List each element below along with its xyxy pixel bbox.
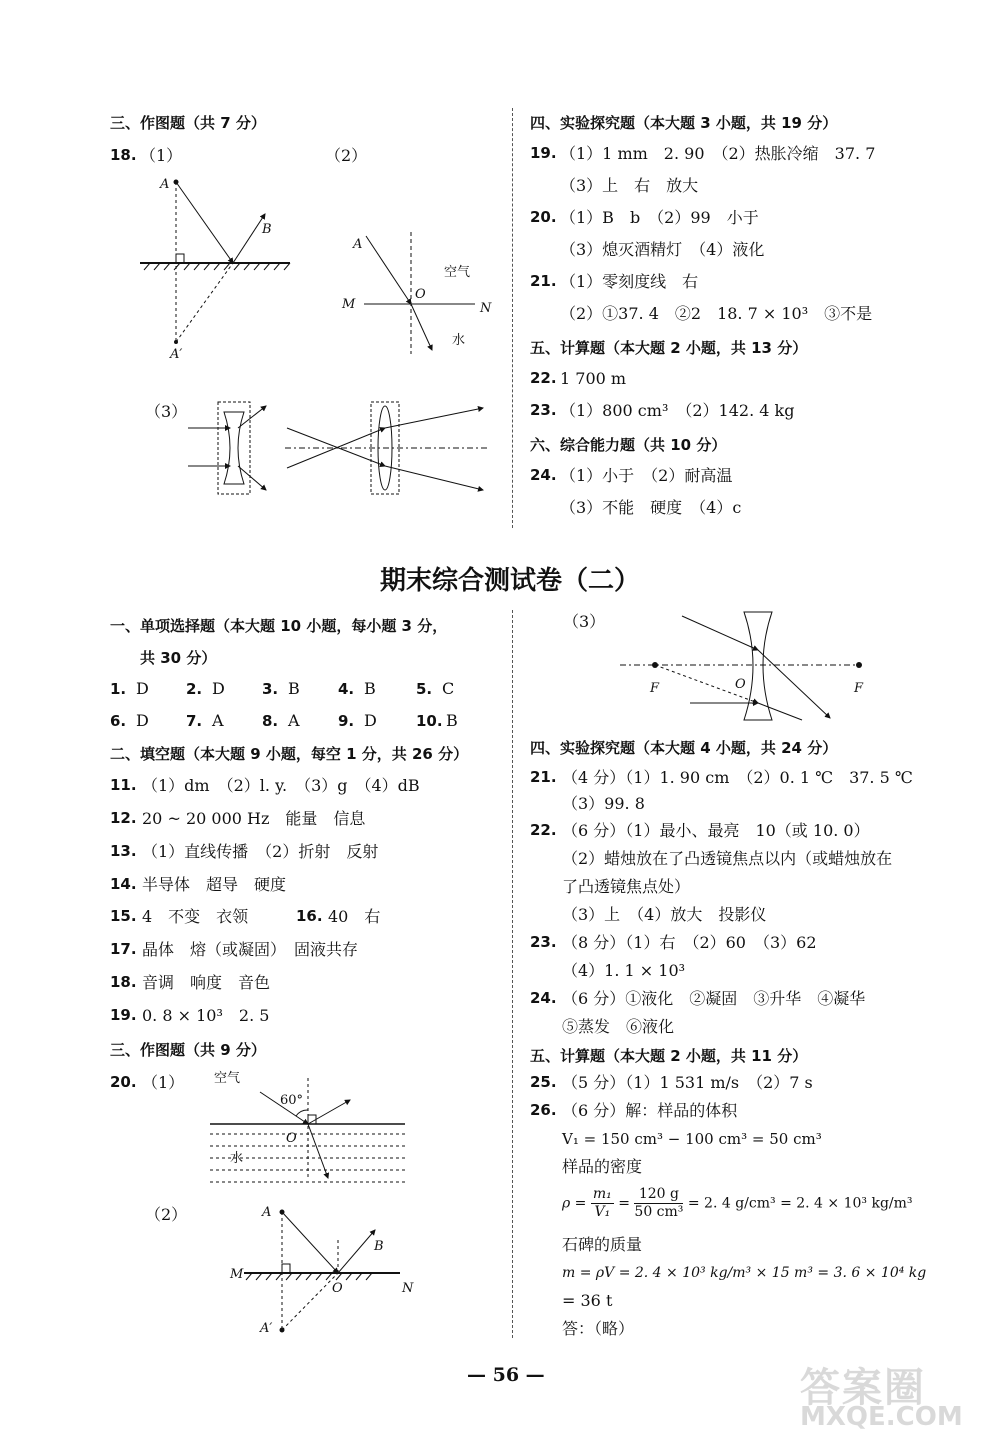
label-A-b: A — [262, 1205, 272, 1220]
mc-answer: B — [446, 711, 458, 730]
section-3-heading: 三、作图题（共 7 分） — [110, 114, 266, 132]
q21b-line1: （4 分）（1）1. 90 cm （2）0. 1 ℃ 37. 5 ℃ — [562, 768, 913, 787]
q20-number: 20. — [530, 208, 557, 226]
q24b-line1: （6 分）①液化 ②凝固 ③升华 ④凝华 — [562, 989, 866, 1008]
label-A-prime: A′ — [170, 347, 183, 362]
q24-line2: （3）不能 硬度 （4）c — [560, 498, 742, 517]
q15-text: 4 不变 衣领 — [142, 907, 249, 926]
mc-answer: D — [212, 679, 225, 698]
q20-line1: （1）B b （2）99 小于 — [560, 208, 759, 227]
section-4b-heading: 四、实验探究题（本大题 4 小题，共 24 分） — [530, 739, 838, 757]
label-N: N — [480, 301, 492, 316]
q21b-number: 21. — [530, 768, 557, 786]
q17-text: 晶体 熔（或凝固） 固液共存 — [142, 940, 359, 959]
q20b-part3-label: （3） — [563, 612, 606, 631]
section-1-heading-cont: 共 30 分） — [140, 649, 217, 667]
section-1-heading: 一、单项选择题（本大题 10 小题，每小题 3 分， — [110, 617, 448, 635]
mc-answer: B — [364, 679, 376, 698]
mc-number: 5. — [416, 680, 433, 698]
q16-number: 16. — [296, 907, 323, 925]
q19b-text: 0. 8 × 10³ 2. 5 — [142, 1006, 270, 1025]
mirror-reflection-diagram — [140, 170, 300, 360]
mirror-reflection-diagram-2 — [230, 1200, 420, 1335]
mc-number: 2. — [186, 680, 203, 698]
mc-number: 3. — [262, 680, 279, 698]
section-4-heading: 四、实验探究题（本大题 3 小题，共 19 分） — [530, 114, 838, 132]
q12-number: 12. — [110, 809, 137, 827]
q14-text: 半导体 超导 硬度 — [142, 875, 287, 894]
q22-number: 22. — [530, 369, 557, 387]
q17-number: 17. — [110, 940, 137, 958]
q22b-number: 22. — [530, 821, 557, 839]
label-B-b: B — [374, 1239, 384, 1254]
column-divider-top — [512, 108, 513, 528]
watermark-url: MXQE.COM — [800, 1402, 963, 1432]
q22b-line1: （6 分）（1）最小、最亮 10（或 10. 0） — [562, 821, 870, 840]
q24-number: 24. — [530, 466, 557, 484]
label-M-b: M — [230, 1267, 244, 1282]
q20b-number: 20. — [110, 1073, 137, 1091]
mc-answer: D — [364, 711, 377, 730]
q23-line1: （1）800 cm³ （2）142. 4 kg — [560, 401, 795, 420]
q19-line2: （3）上 右 放大 — [560, 176, 699, 195]
q26-line3: 样品的密度 — [562, 1157, 643, 1176]
label-B: B — [262, 222, 272, 237]
q23b-line2: （4）1. 1 × 10³ — [562, 961, 686, 980]
label-O2-b: O — [332, 1281, 343, 1296]
fraction-m1-v1: $\frac{\text{m₁}}{\text{V₁}}$ — [592, 1186, 612, 1220]
mc-number: 6. — [110, 712, 127, 730]
q26-line2: V₁ = 150 cm³ − 100 cm³ = 50 cm³ — [562, 1130, 822, 1148]
label-O-lens: O — [735, 677, 746, 692]
q26-line6: m = ρV = 2. 4 × 10³ kg/m³ × 15 m³ = 3. 6 × 10⁴ kg — [562, 1265, 927, 1281]
q18-part3-label: （3） — [145, 402, 188, 421]
label-water-b: 水 — [230, 1151, 244, 1166]
watermark-logo-text: 答案圈 — [800, 1365, 926, 1411]
q22-line1: 1 700 m — [560, 369, 627, 388]
mc-answer: D — [136, 679, 149, 698]
q12-text: 20 ~ 20 000 Hz 能量 信息 — [142, 809, 366, 828]
q13-number: 13. — [110, 842, 137, 860]
q26-density-formula: ρ = $\frac{\text{m₁}}{\text{V₁}}$ = $\frac{120 g}{\text{50 cm³}} = 2$. 4 g/cm³ = 2. 4 × 10³ kg/m³ — [562, 1186, 913, 1220]
q23-number: 23. — [530, 401, 557, 419]
q25-line1: （5 分）（1）1 531 m/s （2）7 s — [562, 1073, 813, 1092]
q16-text: 40 右 — [328, 907, 381, 926]
q21b-line2: （3）99. 8 — [562, 794, 645, 813]
convex-lens-diagram — [285, 398, 495, 498]
label-A: A — [160, 177, 170, 192]
mc-number: 8. — [262, 712, 279, 730]
q19b-number: 19. — [110, 1006, 137, 1024]
q20b-part2-label: （2） — [145, 1205, 188, 1224]
mc-answer: C — [442, 679, 455, 698]
label-water: 水 — [452, 333, 466, 348]
page-number: — 56 — — [467, 1364, 545, 1386]
q21-line1: （1）零刻度线 右 — [560, 272, 699, 291]
q26-line1: （6 分）解：样品的体积 — [562, 1101, 738, 1120]
label-F-left: F — [650, 681, 660, 696]
section-2-heading: 二、填空题（本大题 9 小题，每空 1 分，共 26 分） — [110, 745, 469, 763]
mc-number: 9. — [338, 712, 355, 730]
q24b-line2: ⑤蒸发 ⑥液化 — [562, 1017, 675, 1036]
section-5-heading: 五、计算题（本大题 2 小题，共 13 分） — [530, 339, 808, 357]
q14-number: 14. — [110, 875, 137, 893]
section-6-heading: 六、综合能力题（共 10 分） — [530, 436, 727, 454]
fraction-120g-50cm3: $\frac{120 g}{\text{50 cm³}}$ — [634, 1186, 684, 1220]
q22b-line2: （2）蜡烛放在了凸透镜焦点以内（或蜡烛放在 — [562, 849, 893, 868]
concave-lens-focus-diagram — [620, 608, 864, 726]
q23b-line1: （8 分）（1）右 （2）60 （3）62 — [562, 933, 817, 952]
label-A-prime-b: A′ — [260, 1321, 273, 1336]
q19-line1: （1）1 mm 2. 90 （2）热胀冷缩 37. 7 — [560, 144, 876, 163]
q20-line2: （3）熄灭酒精灯 （4）液化 — [560, 240, 765, 259]
column-divider-bottom — [512, 610, 513, 1338]
label-O-b: O — [286, 1131, 297, 1146]
q21-line2: （2）①37. 4 ②2 18. 7 × 10³ ③不是 — [560, 304, 873, 323]
mc-answer: D — [136, 711, 149, 730]
q26-line8: 答：（略） — [562, 1319, 635, 1338]
q20b-part1-label: （1） — [142, 1073, 185, 1092]
mc-number: 7. — [186, 712, 203, 730]
mc-number: 1. — [110, 680, 127, 698]
mc-answer: A — [288, 711, 300, 730]
section-5b-heading: 五、计算题（本大题 2 小题，共 11 分） — [530, 1047, 808, 1065]
label-air: 空气 — [444, 265, 471, 280]
q26-number: 26. — [530, 1101, 557, 1119]
q18-part2-label: （2） — [325, 146, 368, 165]
q21-number: 21. — [530, 272, 557, 290]
q25-number: 25. — [530, 1073, 557, 1091]
air-water-refraction-diagram — [210, 1068, 410, 1193]
mc-number: 10. — [416, 712, 443, 730]
q11-text: （1）dm （2）l. y. （3）g （4）dB — [142, 776, 420, 795]
label-O: O — [415, 287, 426, 302]
q23b-number: 23. — [530, 933, 557, 951]
page-title: 期末综合测试卷（二） — [380, 566, 641, 596]
label-F-right: F — [854, 681, 864, 696]
mc-answer: B — [288, 679, 300, 698]
q22b-line3: 了凸透镜焦点处） — [562, 877, 691, 896]
label-N-b: N — [402, 1281, 414, 1296]
q19-number: 19. — [530, 144, 557, 162]
q13-text: （1）直线传播 （2）折射 反射 — [142, 842, 379, 861]
q15-number: 15. — [110, 907, 137, 925]
q26-line7: = 36 t — [562, 1291, 613, 1310]
label-angle: 60° — [280, 1093, 304, 1108]
section-3b-heading: 三、作图题（共 9 分） — [110, 1041, 266, 1059]
mc-answer: A — [212, 711, 224, 730]
label-air-b: 空气 — [214, 1071, 241, 1086]
q18-number: 18. — [110, 146, 137, 164]
q22b-line4: （3）上 （4）放大 投影仪 — [562, 905, 767, 924]
label-M: M — [342, 297, 356, 312]
mc-number: 4. — [338, 680, 355, 698]
q24b-number: 24. — [530, 989, 557, 1007]
q18b-number: 18. — [110, 973, 137, 991]
q18-part1-label: （1） — [140, 146, 183, 165]
q18b-text: 音调 响度 音色 — [142, 973, 271, 992]
q24-line1: （1）小于 （2）耐高温 — [560, 466, 733, 485]
refraction-diagram — [340, 228, 500, 358]
q26-line5: 石碑的质量 — [562, 1235, 643, 1254]
rho-symbol: ρ = — [562, 1195, 587, 1212]
concave-lens-diagram — [180, 398, 270, 498]
q11-number: 11. — [110, 776, 137, 794]
label-A2: A — [353, 237, 363, 252]
